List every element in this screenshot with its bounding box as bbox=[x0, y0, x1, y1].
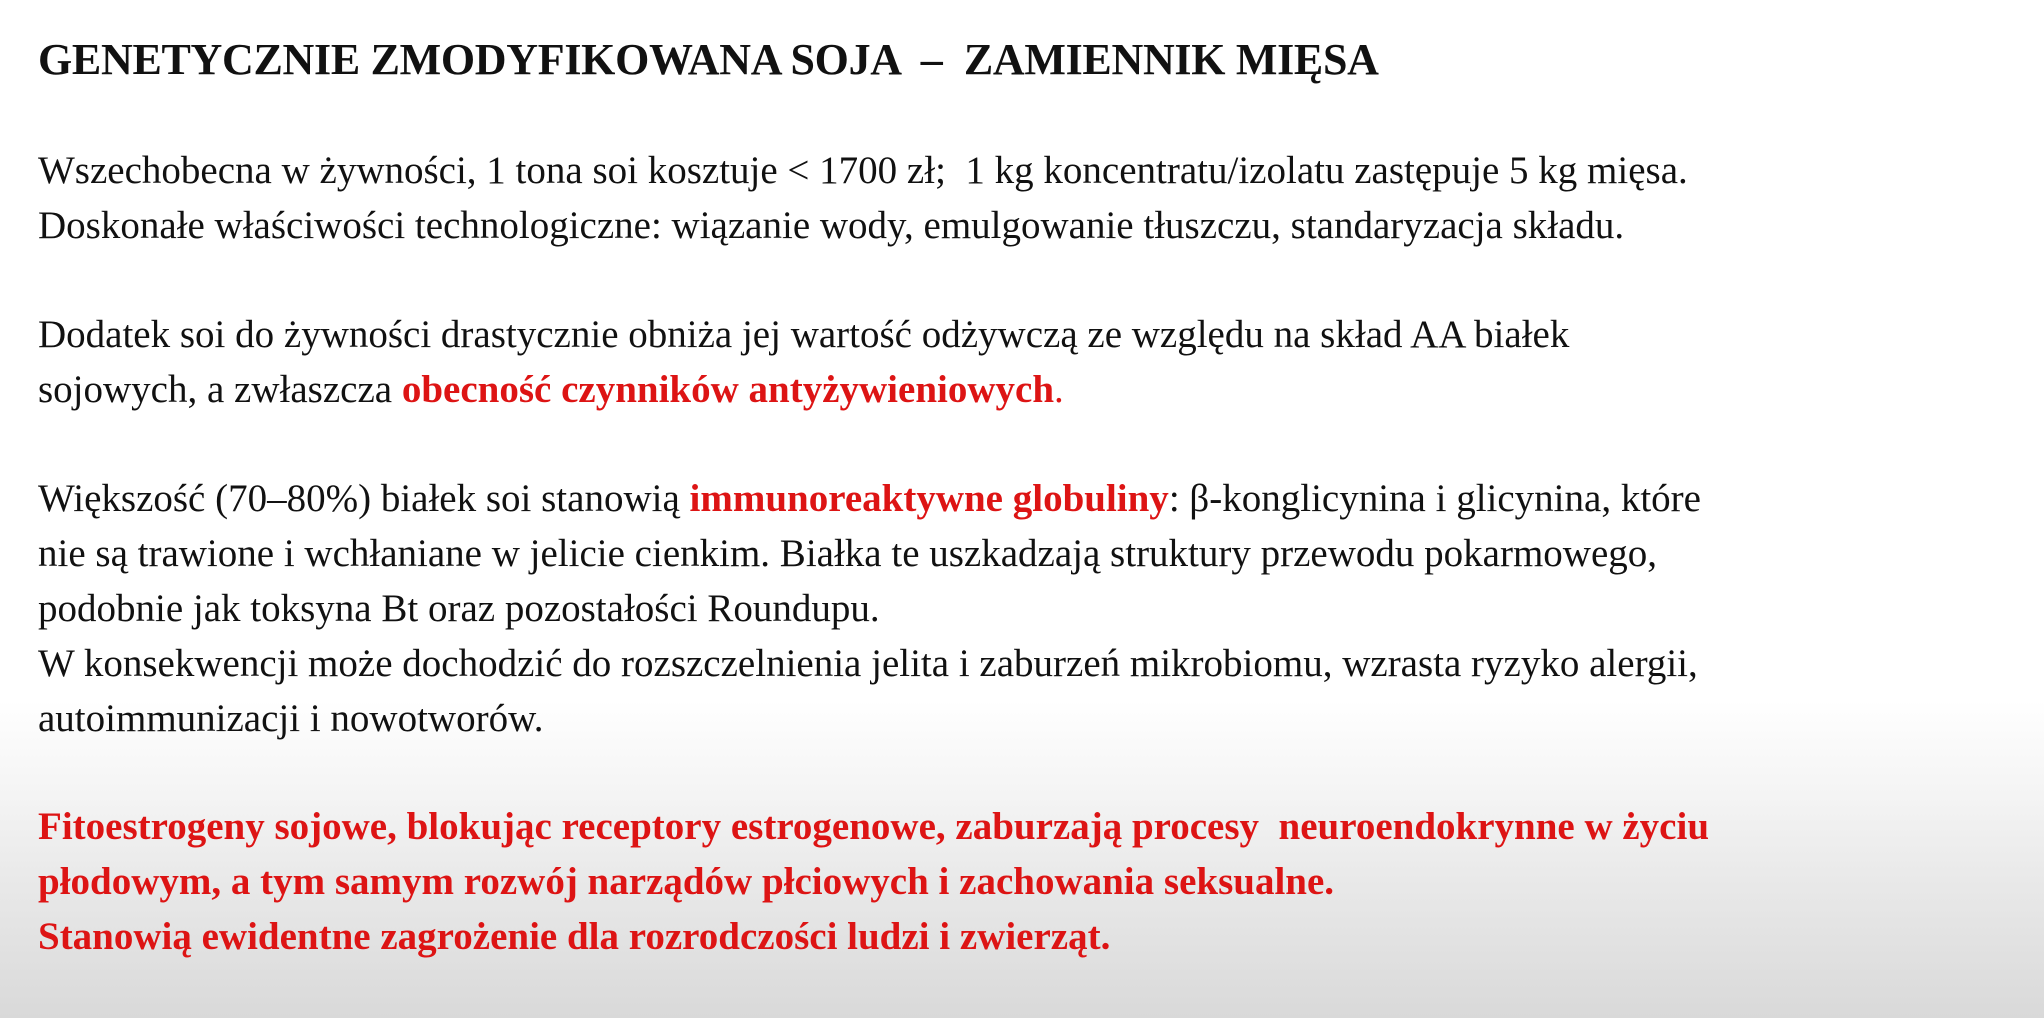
text-line: Stanowią ewidentne zagrożenie dla rozrodczości ludzi i zwierząt. bbox=[38, 915, 1111, 958]
highlight-immunoreactive-globulins: immunoreaktywne globuliny bbox=[689, 477, 1169, 520]
text-line: Doskonałe właściwości technologiczne: wiązanie wody, emulgowanie tłuszczu, standaryzacja składu. bbox=[38, 204, 1625, 247]
text-line: Fitoestrogeny sojowe, blokując receptory estrogenowe, zaburzają procesy neuroendokrynne w życiu bbox=[38, 805, 1710, 848]
text-line bbox=[38, 471, 1701, 526]
text-segment: : β-konglicynina i glicynina, które bbox=[1168, 477, 1701, 520]
text-line: autoimmunizacji i nowotworów. bbox=[38, 697, 544, 740]
text-segment: sojowych, a zwłaszcza bbox=[38, 368, 402, 411]
slide bbox=[38, 0, 2028, 1018]
paragraph-nutritional-value bbox=[38, 307, 1569, 417]
text-line bbox=[38, 362, 1569, 417]
text-segment: . bbox=[1054, 368, 1064, 411]
paragraph-cost-and-properties bbox=[38, 143, 1688, 253]
text-line: Wszechobecna w żywności, 1 tona soi kosztuje < 1700 zł; 1 kg koncentratu/izolatu zastępuje 5 kg mięsa. bbox=[38, 149, 1688, 192]
text-line: W konsekwencji może dochodzić do rozszczelnienia jelita i zaburzeń mikrobiomu, wzrasta ryzyko alergii, bbox=[38, 642, 1698, 685]
slide-title: GENETYCZNIE ZMODYFIKOWANA SOJA – ZAMIENNIK MIĘSA bbox=[38, 35, 1379, 84]
text-line: nie są trawione i wchłaniane w jelicie cienkim. Białka te uszkadzają struktury przewodu pokarmowego, bbox=[38, 532, 1658, 575]
text-line: podobnie jak toksyna Bt oraz pozostałości Roundupu. bbox=[38, 587, 880, 630]
paragraph-globulins bbox=[38, 471, 1701, 746]
paragraph-phytoestrogens bbox=[38, 799, 1709, 964]
highlight-antinutritional-factors: obecność czynników antyżywieniowych bbox=[401, 368, 1055, 411]
text-segment: Większość (70–80%) białek soi stanowią bbox=[38, 477, 690, 520]
text-line: Dodatek soi do żywności drastycznie obniża jej wartość odżywczą ze względu na skład AA białek bbox=[38, 313, 1570, 356]
text-line: płodowym, a tym samym rozwój narządów płciowych i zachowania seksualne. bbox=[38, 860, 1335, 903]
